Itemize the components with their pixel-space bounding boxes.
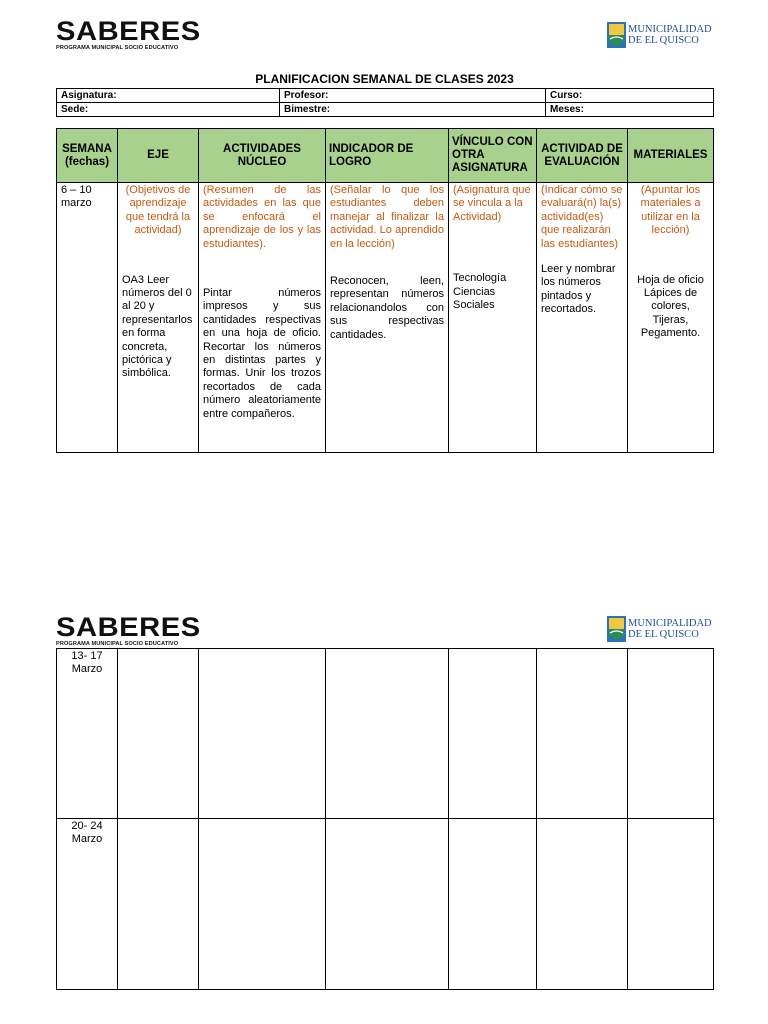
row2-eje: [118, 819, 199, 990]
table-row: [57, 649, 714, 819]
content-materiales: Hoja de oficio Lápices de colores, Tijeras, Pegamento.: [637, 273, 704, 340]
planning-table: [56, 128, 714, 453]
row2-vinculo: [449, 819, 537, 990]
saberes-logo-name: SABERES: [56, 612, 201, 642]
header-eje: EJE: [118, 129, 199, 183]
row1-actividades: [199, 649, 326, 819]
saberes-logo-subtitle: PROGRAMA MUNICIPAL SOCIO EDUCATIVO: [56, 45, 179, 51]
guide-actividades: (Resumen de las actividades en las que se enfocará el aprendizaje de los y las estudiantes).: [203, 184, 321, 250]
page-title: PLANIFICACION SEMANAL DE CLASES 2023: [255, 72, 514, 86]
header-actividades: ACTIVIDADES NÚCLEO: [199, 129, 326, 183]
municipalidad-line2: DE EL QUISCO: [628, 629, 699, 640]
header-indicador: INDICADOR DE LOGRO: [326, 129, 449, 183]
week1-evaluacion: [537, 183, 628, 453]
guide-indicador: (Señalar lo que los estudiantes deben manejar al finalizar la actividad. Lo aprendido en la lección): [330, 184, 444, 250]
row2-semana: [57, 819, 118, 990]
table-row: [57, 819, 714, 990]
municipalidad-logo: [607, 22, 717, 50]
guide-evaluacion: (Indicar cómo se evaluará(n) la(s) actividad(es) que realizarán las estudiantes): [541, 184, 623, 250]
row1-vinculo: [449, 649, 537, 819]
row2-evaluacion: [537, 819, 628, 990]
row1-evaluacion: [537, 649, 628, 819]
header-evaluacion: ACTIVIDAD DE EVALUACIÓN: [537, 129, 628, 183]
meses-field: Meses:: [546, 103, 714, 117]
info-table: [56, 88, 714, 117]
saberes-logo-subtitle: PROGRAMA MUNICIPAL SOCIO EDUCATIVO: [56, 641, 179, 647]
row1-materiales: [628, 649, 714, 819]
header-semana: SEMANA (fechas): [57, 129, 118, 183]
content-vinculo: Tecnología Ciencias Sociales: [453, 272, 507, 312]
asignatura-field: Asignatura:: [57, 89, 280, 103]
curso-field: Curso:: [546, 89, 714, 103]
bimestre-field: Bimestre:: [280, 103, 546, 117]
row2-actividades: [199, 819, 326, 990]
content-actividades: Pintar números impresos y sus cantidades respectivas en una hoja de oficio. Recortar los números en distintas partes y formas. Unir los trozos recortados de cada número aleatoriamente entre compañeros.: [203, 287, 321, 420]
content-eje: OA3 Leer números del 0 al 20 y representarlos en forma concreta, pictórica y simbólica.: [122, 273, 193, 380]
row1-eje: [118, 649, 199, 819]
week1-vinculo: [449, 183, 537, 453]
saberes-logo: [56, 16, 201, 52]
header-materiales: MATERIALES: [628, 129, 714, 183]
planning-table-page2: [56, 648, 714, 990]
row2-materiales: [628, 819, 714, 990]
municipalidad-logo-page2: [607, 616, 717, 644]
sede-field: Sede:: [57, 103, 280, 117]
saberes-logo-name: SABERES: [56, 16, 201, 46]
row2-semana-text: 20- 24 Marzo: [71, 820, 103, 846]
week1-eje: [118, 183, 199, 453]
municipal-emblem-icon: [607, 616, 626, 642]
row2-indicador: [326, 819, 449, 990]
row1-indicador: [326, 649, 449, 819]
municipalidad-line1: MUNICIPALIDAD: [628, 618, 712, 629]
header-vinculo: VÍNCULO CON OTRA ASIGNATURA: [449, 129, 537, 183]
week1-semana-text: 6 – 10 marzo: [61, 184, 92, 210]
week1-semana: [57, 183, 118, 453]
municipalidad-line2: DE EL QUISCO: [628, 35, 699, 46]
guide-vinculo: (Asignatura que se vincula a la Actividad): [453, 184, 531, 223]
row1-semana: [57, 649, 118, 819]
row1-semana-text: 13- 17 Marzo: [71, 650, 103, 676]
municipal-emblem-icon: [607, 22, 626, 48]
content-indicador: Reconocen, leen, representan números relacionandolos con sus respectivas cantidades.: [330, 275, 444, 341]
municipalidad-line1: MUNICIPALIDAD: [628, 24, 712, 35]
guide-eje: (Objetivos de aprendizaje que tendrá la actividad): [125, 184, 191, 237]
guide-materiales: (Apuntar los materiales a utilizar en la lección): [640, 184, 701, 237]
content-evaluacion: Leer y nombrar los números pintados y recortados.: [541, 263, 616, 316]
saberes-logo-page2: [56, 612, 201, 648]
profesor-field: Profesor:: [280, 89, 546, 103]
week1-materiales: [628, 183, 714, 453]
week1-indicador: [326, 183, 449, 453]
week1-actividades: [199, 183, 326, 453]
